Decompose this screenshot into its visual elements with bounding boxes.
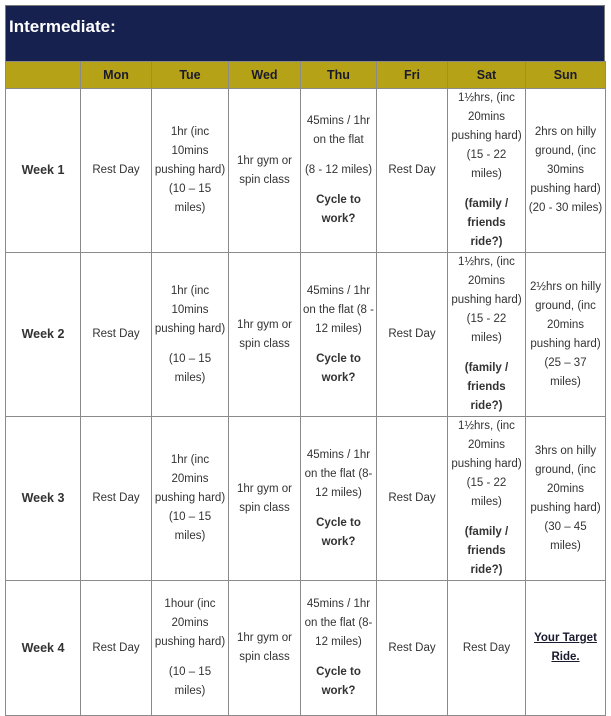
cell-thu — [301, 253, 377, 417]
cell-text: ground, (inc — [535, 145, 596, 157]
cell-text: 10mins — [171, 145, 209, 157]
cell-text: pushing hard) — [154, 164, 226, 176]
cell-thu — [301, 89, 377, 253]
cell-text: 20mins — [467, 275, 506, 287]
cell-text: 1hour (inc — [164, 598, 216, 610]
cell-text: ground, (inc — [535, 299, 596, 312]
week-row — [6, 581, 606, 716]
cell-text: (25 – 37 miles) — [544, 356, 587, 388]
cell-text: (family / — [464, 362, 509, 374]
cell-text: work? — [321, 213, 356, 225]
cell-text: 12 miles) — [315, 636, 362, 648]
cell-text: 12 miles) — [315, 486, 362, 499]
training-plan — [5, 5, 605, 716]
cell-mon: Rest Day — [81, 417, 152, 581]
cell-text: on the flat (8- — [304, 617, 373, 629]
day-header: Sat — [448, 62, 526, 89]
week-row — [6, 89, 606, 253]
cell-thu — [301, 581, 377, 716]
cell-text: 20mins — [171, 473, 209, 485]
day-header: Sun — [526, 62, 606, 89]
target-ride-link[interactable]: Ride. — [551, 651, 580, 663]
cell-fri: Rest Day — [377, 417, 448, 581]
schedule-table — [5, 61, 606, 716]
cell-text: on the flat — [313, 134, 364, 146]
cell-text: 1hr gym or — [237, 318, 292, 331]
cell-text: pushing hard) — [154, 322, 226, 335]
cell-text: spin class — [239, 337, 290, 350]
cell-text: work? — [321, 535, 356, 548]
cell-text: (20 - 30 miles) — [528, 202, 603, 214]
cell-text: pushing hard) — [530, 183, 601, 195]
cell-text: friends ride?) — [467, 217, 506, 248]
cell-text: on the flat (8- — [304, 467, 373, 480]
cell-text: 20mins — [171, 617, 209, 629]
cell-mon: Rest Day — [81, 581, 152, 716]
cell-sat: Rest Day — [448, 581, 526, 716]
cell-text: (8 - 12 miles) — [304, 164, 373, 176]
cell-text: 1hr (inc — [170, 454, 210, 466]
cell-text: (10 – 15 miles) — [168, 511, 212, 542]
week-row — [6, 417, 606, 581]
target-ride-link[interactable]: Your Target — [534, 632, 597, 644]
day-header: Wed — [229, 62, 301, 89]
cell-text: 45mins / 1hr — [306, 448, 371, 461]
cell-text: on the flat (8 - — [303, 303, 374, 316]
cell-text: (10 – 15 miles) — [168, 666, 212, 697]
cell-text: 45mins / 1hr — [306, 598, 371, 610]
day-header: Fri — [377, 62, 448, 89]
cell-text: (10 – 15 miles) — [168, 352, 212, 384]
cell-text: (family / — [464, 198, 509, 210]
cell-tue — [152, 417, 229, 581]
cell-sun — [526, 253, 606, 417]
week-label: Week 1 — [6, 89, 81, 253]
day-header: Mon — [81, 62, 152, 89]
cell-text: 30mins — [546, 164, 585, 176]
cell-wed — [229, 417, 301, 581]
cell-text: 2hrs on hilly — [534, 126, 597, 138]
cell-text: (15 - 22 miles) — [466, 477, 507, 508]
cell-wed — [229, 253, 301, 417]
cell-tue — [152, 581, 229, 716]
week-row — [6, 253, 606, 417]
cell-text: 12 miles) — [315, 322, 362, 335]
cell-wed — [229, 89, 301, 253]
cell-text: 1hr (inc — [170, 126, 210, 138]
cell-text: ground, (inc — [535, 463, 596, 476]
cell-text: Cycle to — [316, 666, 361, 678]
cell-text: 1hr gym or — [237, 632, 292, 644]
cell-sun — [526, 581, 606, 716]
cell-text: 2½hrs on hilly — [530, 280, 601, 293]
cell-text: 20mins — [467, 111, 506, 123]
cell-text: pushing hard) — [451, 458, 522, 470]
cell-text: (family / — [464, 526, 509, 538]
cell-sat — [448, 253, 526, 417]
cell-text: spin class — [239, 501, 290, 514]
cell-text: pushing hard) — [530, 501, 601, 514]
cell-text: pushing hard) — [530, 337, 601, 350]
cell-text: Cycle to — [316, 352, 361, 365]
cell-text: 1hr gym or — [237, 482, 292, 495]
cell-text: Cycle to — [316, 194, 361, 206]
cell-text: (10 – 15 miles) — [168, 183, 212, 214]
cell-sun — [526, 417, 606, 581]
cell-wed — [229, 581, 301, 716]
cell-text: friends ride?) — [467, 545, 506, 576]
cell-text: Cycle to — [316, 516, 361, 529]
cell-text: 3hrs on hilly — [534, 444, 597, 457]
week-label: Week 2 — [6, 253, 81, 417]
cell-text: 20mins — [546, 318, 585, 331]
cell-text: pushing hard) — [154, 492, 226, 504]
cell-text: work? — [321, 371, 356, 384]
cell-text: (15 - 22 miles) — [466, 149, 507, 180]
cell-text: friends ride?) — [467, 381, 506, 412]
cell-text: (30 – 45 miles) — [544, 520, 587, 552]
day-header: Tue — [152, 62, 229, 89]
cell-thu — [301, 417, 377, 581]
cell-text: (15 - 22 miles) — [466, 313, 507, 344]
cell-text: pushing hard) — [451, 294, 522, 306]
cell-tue — [152, 253, 229, 417]
cell-tue — [152, 89, 229, 253]
cell-text: 1½hrs, (inc — [458, 92, 515, 104]
week-label: Week 4 — [6, 581, 81, 716]
header-row — [6, 62, 606, 89]
cell-text: spin class — [239, 651, 290, 663]
cell-text: 20mins — [467, 439, 506, 451]
cell-text: 10mins — [171, 303, 209, 316]
cell-fri: Rest Day — [377, 581, 448, 716]
cell-text: 1hr gym or — [237, 154, 292, 167]
week-label: Week 3 — [6, 417, 81, 581]
cell-text: spin class — [239, 173, 290, 186]
cell-text: work? — [321, 685, 356, 697]
cell-text: pushing hard) — [154, 636, 226, 648]
cell-fri: Rest Day — [377, 253, 448, 417]
plan-title: Intermediate: — [5, 5, 605, 61]
corner-cell — [6, 62, 81, 89]
day-header: Thu — [301, 62, 377, 89]
cell-fri: Rest Day — [377, 89, 448, 253]
cell-sun — [526, 89, 606, 253]
cell-text: 45mins / 1hr — [306, 284, 371, 297]
cell-mon: Rest Day — [81, 253, 152, 417]
cell-text: 20mins — [546, 482, 585, 495]
cell-text: 1hr (inc — [170, 284, 210, 297]
cell-text: 1½hrs, (inc — [458, 256, 515, 268]
cell-text: 1½hrs, (inc — [458, 420, 515, 432]
cell-sat — [448, 417, 526, 581]
cell-mon: Rest Day — [81, 89, 152, 253]
cell-text: pushing hard) — [451, 130, 522, 142]
cell-sat — [448, 89, 526, 253]
cell-text: 45mins / 1hr — [306, 115, 371, 127]
